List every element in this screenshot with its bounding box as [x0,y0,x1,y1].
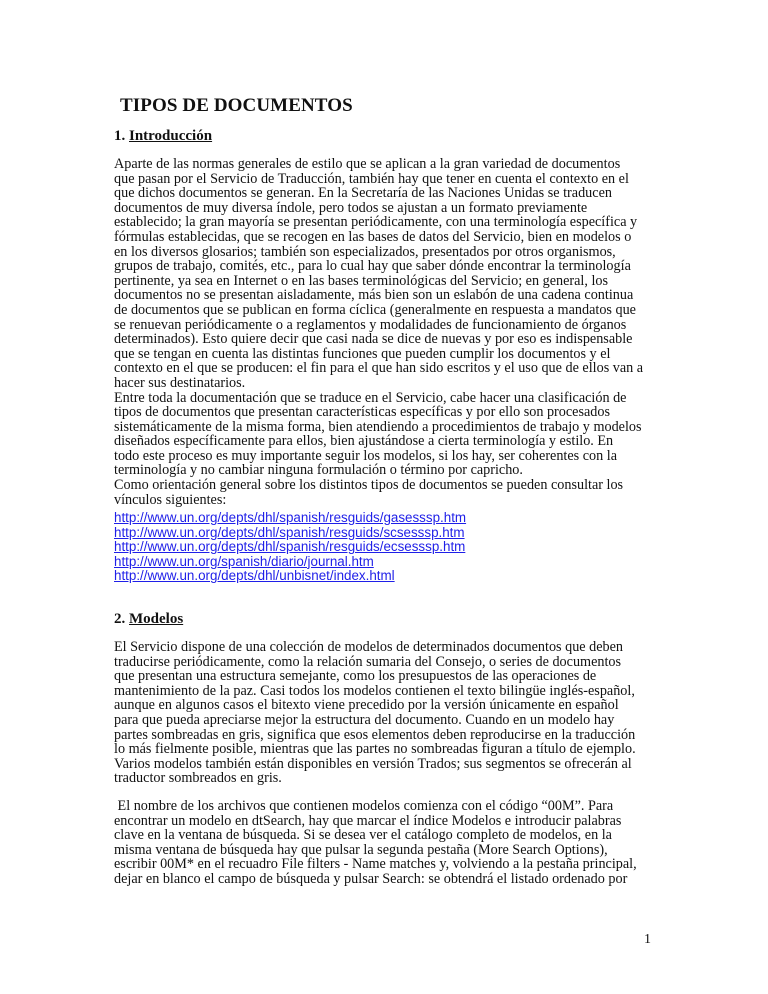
text-line: contexto en el que se producen: el fin para el que han sido escritos y el uso que de ellos van a [114,360,644,377]
text-line: clave en la ventana de búsqueda. Si se desea ver el catálogo completo de modelos, en la [114,827,612,844]
text-line: pertinente, ya sea en Internet o en las bases terminológicas del Servicio; en general, los [114,272,609,289]
link-item [114,555,466,570]
text-line: partes sombreadas en gris, significa que esos elementos deben reproducirse en la traducción [114,726,636,743]
section-number: 2. [114,611,126,627]
page-number: 1 [644,932,651,947]
text-line: que se tengan en cuenta las distintas funciones que pueden cumplir los documentos y el [114,345,611,362]
text-line: que presentan una estructura semejante, como los presupuestos de las operaciones de [114,668,597,685]
text-line: que pasan por el Servicio de Traducción, también hay que tener en cuenta el contexto en el [114,170,629,187]
text-line: Como orientación general sobre los distintos tipos de documentos se pueden consultar los [114,477,624,494]
link-journal[interactable]: http://www.un.org/spanish/diario/journal.htm [114,553,374,569]
text-line: que dichos documentos se generan. En la Secretaría de las Naciones Unidas se traducen [114,185,612,202]
section-heading-modelos [114,611,183,628]
section-heading-introduccion [114,128,212,145]
text-line: misma ventana de búsqueda hay que pulsar la segunda pestaña (More Search Options), [114,841,608,858]
text-line: establecido; la gran mayoría se presentan periódicamente, con una terminología específica y [114,214,638,231]
section-title: Introducción [129,128,213,144]
text-line: Varios modelos también están disponibles en versión Trados; sus segmentos se ofrecerán al [114,755,632,772]
link-ecsesssp[interactable]: http://www.un.org/depts/dhl/spanish/resguids/ecsesssp.htm [114,539,466,555]
text-line: para que pueda apreciarse mejor la estructura del documento. Cuando en un modelo hay [114,711,615,728]
reference-links [114,511,466,584]
text-line: diseñados específicamente para ellos, bien ajustándose a cierta terminología y estilo. En [114,433,614,450]
text-line: determinados). Esto quiere decir que casi nada se dice de nuevas y por eso es indispensable [114,331,633,348]
text-line: hacer sus destinatarios. [114,374,246,391]
text-line: encontrar un modelo en dtSearch, hay que marcar el índice Modelos e introducir palabras [114,812,622,829]
link-unbisnet[interactable]: http://www.un.org/depts/dhl/unbisnet/index.html [114,568,395,584]
text-line: terminología y no cambiar ninguna formulación o término por capricho. [114,462,523,479]
text-line: documentos no se presentan aisladamente, más bien son un eslabón de una cadena continua [114,287,634,304]
link-scsesssp[interactable]: http://www.un.org/depts/dhl/spanish/resguids/scsesssp.htm [114,524,465,540]
link-item [114,540,466,555]
modelos-paragraph-2 [114,799,637,887]
modelos-paragraph-1 [114,640,636,786]
link-item [114,569,466,584]
link-item [114,511,466,526]
text-line: traductor sombreados en gris. [114,770,282,787]
text-line: se renuevan periódicamente o a reglamentos y modalidades de funcionamiento de órganos [114,316,627,333]
text-line: dejar en blanco el campo de búsqueda y pulsar Search: se obtendrá el listado ordenado por [114,870,628,887]
text-line: Entre toda la documentación que se traduce en el Servicio, cabe hacer una clasificación de [114,389,627,406]
text-line: Aparte de las normas generales de estilo que se aplican a la gran variedad de documentos [114,156,621,172]
text-line: El Servicio dispone de una colección de modelos de determinados documentos que deben [114,639,624,655]
document-title: TIPOS DE DOCUMENTOS [120,95,353,116]
link-gasesssp[interactable]: http://www.un.org/depts/dhl/spanish/resguids/gasesssp.htm [114,510,467,525]
section-title: Modelos [129,611,184,627]
text-line: todo este proceso es muy importante seguir los modelos, si los hay, ser coherentes con la [114,447,618,464]
intro-paragraph [114,157,643,507]
section-number: 1. [114,128,126,144]
text-line: documentos de muy diversa índole, pero todos se ajustan a un formato previamente [114,199,588,216]
text-line: mantenimiento de la paz. Casi todos los modelos contienen el texto bilingüe inglés-español, [114,682,635,699]
text-line: lo más fielmente posible, mientras que las partes no sombreadas figuran a título de ejemplo. [114,741,636,758]
text-line: escribir 00M* en el recuadro File filters - Name matches y, volviendo a la pestaña principal, [114,856,637,873]
text-line: grupos de trabajo, comités, etc., para lo cual hay que saber dónde encontrar la terminología [114,258,631,275]
link-item [114,526,466,541]
text-line: traducirse periódicamente, como la relación sumaria del Consejo, o series de documentos [114,653,622,670]
text-line: fórmulas establecidas, que se recogen en las bases de datos del Servicio, bien en modelos o [114,228,632,245]
text-line: El nombre de los archivos que contienen modelos comienza con el código “00M”. Para [114,798,614,814]
text-line: aunque en algunos casos el bitexto viene precedido por la versión únicamente en español [114,697,619,714]
text-line: en los diversos glosarios; también son especializados, presentados por otros organismos, [114,243,616,260]
text-line: de documentos que se publican en forma cíclica (generalmente en respuesta a mandatos que [114,301,636,318]
text-line: tipos de documentos que presentan características específicas y por ello son procesados [114,404,610,421]
text-line: sistemáticamente de la misma forma, bien atendiendo a procedimientos de trabajo y modelos [114,418,642,435]
text-line: vínculos siguientes: [114,491,227,508]
